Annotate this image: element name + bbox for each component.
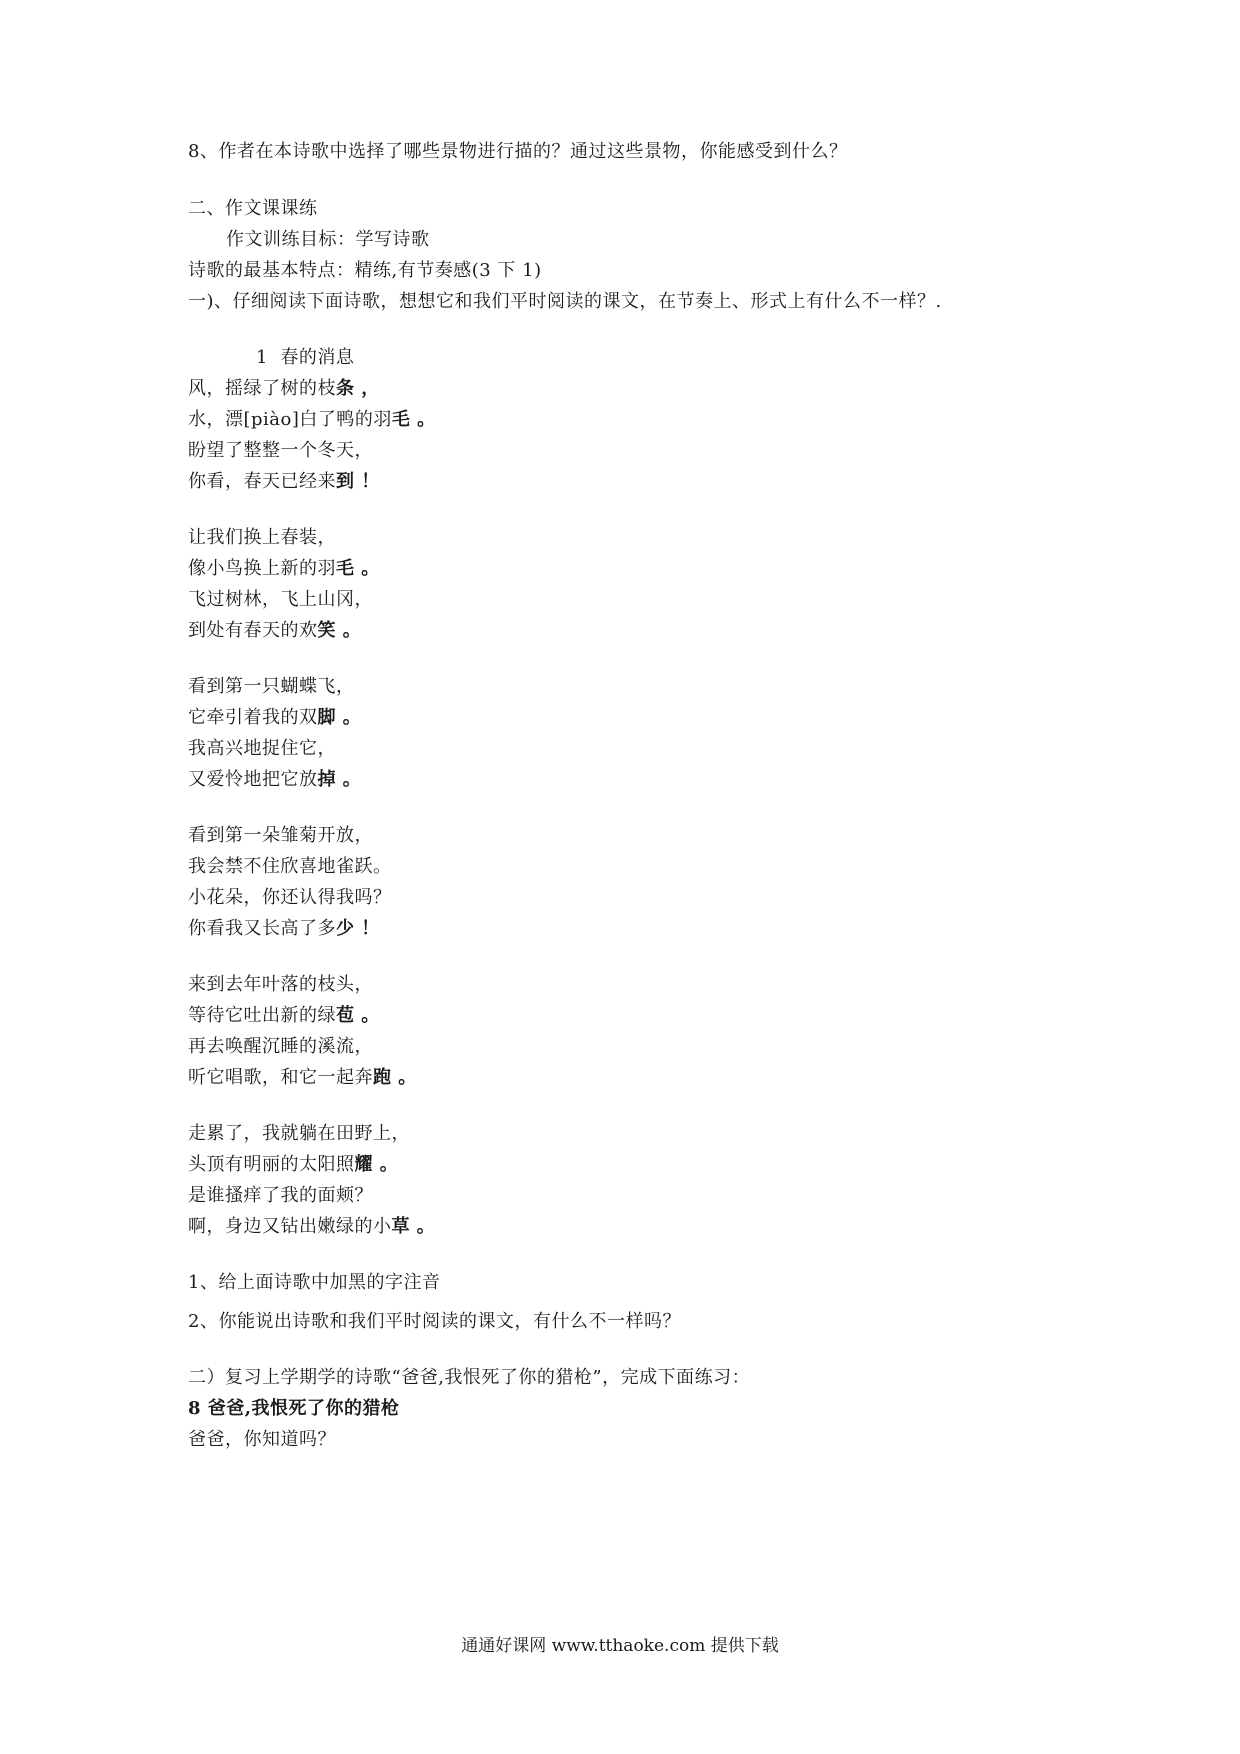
- poem-line: 你看，春天已经来到 ！: [188, 471, 380, 492]
- poem-line: 再去唤醒沉睡的溪流，: [188, 1036, 373, 1057]
- question-8: 8、作者在本诗歌中选择了哪些景物进行描的？通过这些景物，你能感受到什么？: [188, 141, 848, 162]
- poetry-features: 诗歌的最基本特点：精练,有节奏感(3 下 1): [188, 260, 542, 281]
- poem-title-2: 8 爸爸,我恨死了你的猎枪: [188, 1398, 400, 1419]
- exercise-2: 2、你能说出诗歌和我们平时阅读的课文，有什么不一样吗？: [188, 1311, 681, 1332]
- poem-line: 等待它吐出新的绿苞 。: [188, 1005, 380, 1026]
- poem-line: 像小鸟换上新的羽毛 。: [188, 558, 380, 579]
- exercise-1: 1、给上面诗歌中加黑的字注音: [188, 1272, 441, 1293]
- poem-line: 啊，身边又钻出嫩绿的小草 。: [188, 1216, 436, 1237]
- poem-line: 看到第一朵雏菊开放，: [188, 825, 373, 846]
- poem-line: 水，漂[piào]白了鸭的羽毛 。: [188, 409, 436, 430]
- review-instruction: 二）复习上学期学的诗歌“爸爸,我恨死了你的猎枪”，完成下面练习：: [188, 1367, 751, 1388]
- poem-line: 让我们换上春装，: [188, 527, 336, 548]
- poem-line: 我会禁不住欣喜地雀跃。: [188, 856, 392, 877]
- composition-goal: 作文训练目标：学写诗歌: [226, 229, 430, 250]
- section-heading-composition: 二、作文课课练: [188, 198, 318, 219]
- poem-line: 来到去年叶落的枝头，: [188, 974, 373, 995]
- poem-line: 你看我又长高了多少 ！: [188, 918, 380, 939]
- poem-title: 1 春的消息: [256, 347, 355, 368]
- poem-line: 又爱怜地把它放掉 。: [188, 769, 362, 790]
- poem-line: 听它唱歌，和它一起奔跑 。: [188, 1067, 417, 1088]
- poem-line: 爸爸，你知道吗？: [188, 1429, 336, 1450]
- footer-credit: 通通好课网 www.tthaoke.com 提供下载: [461, 1636, 779, 1656]
- poem-line: 小花朵，你还认得我吗？: [188, 887, 392, 908]
- poem-line: 盼望了整整一个冬天，: [188, 440, 373, 461]
- poem-line: 头顶有明丽的太阳照耀 。: [188, 1154, 399, 1175]
- poem-line: 我高兴地捉住它，: [188, 738, 336, 759]
- poem-line: 看到第一只蝴蝶飞，: [188, 676, 355, 697]
- poem-line: 它牵引着我的双脚 。: [188, 707, 362, 728]
- poem-line: 是谁搔痒了我的面颊？: [188, 1185, 373, 1206]
- reading-instruction: 一)、仔细阅读下面诗歌，想想它和我们平时阅读的课文，在节奏上、形式上有什么不一样？.: [188, 291, 942, 312]
- poem-line: 飞过树林，飞上山冈，: [188, 589, 373, 610]
- poem-line: 走累了，我就躺在田野上，: [188, 1123, 410, 1144]
- poem-line: 到处有春天的欢笑 。: [188, 620, 362, 641]
- poem-line: 风，摇绿了树的枝条 ，: [188, 378, 380, 399]
